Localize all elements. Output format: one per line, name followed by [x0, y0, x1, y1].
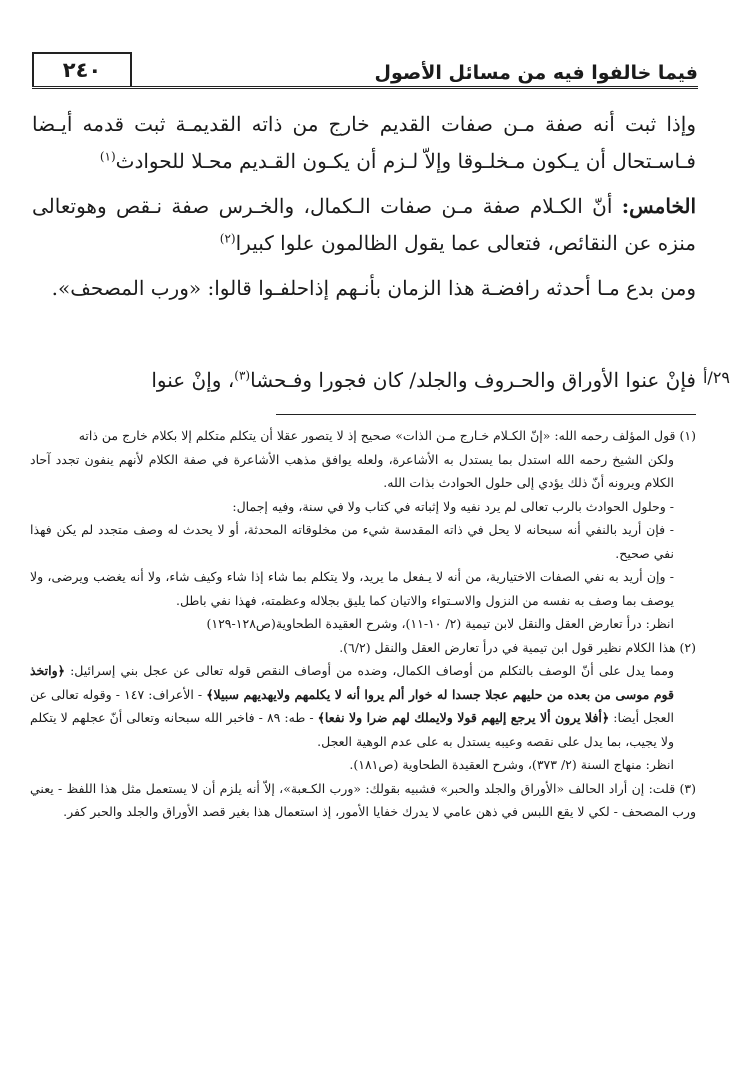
- paragraph-4: فإنْ عنوا الأوراق والحـروف والجلد/ كان فجورا وفـحشا$^{(٣)}$، وإنْ عنوا: [151, 368, 696, 392]
- paragraph-3: ومن بدع مـا أحدثه رافضـة هذا الزمان بأنـهم إذاحلفـوا قالوا: «ورب المصحف».: [51, 276, 696, 300]
- footnote-1-source: انظر: درأ تعارض العقل والنقل لابن تيمية (٢/ ١٠-١١)، وشرح العقيدة الطحاوية(ص١٢٨-١٢٩): [206, 616, 674, 631]
- quran-quote: ﴿واتخذ قوم موسى من بعده من حليهم عجلا جسدا له خوار ألم يروا أنه لا يكلمهم ولايهديهم سبيلا﴾: [30, 663, 674, 702]
- header-divider: [32, 86, 698, 89]
- footnote-1-text: - فإن أريد بالنفي أنه سبحانه لا يحل في ذاته المقدسة شيء من مخلوقاته المحدثة، أو لا يحدث له وصف متجدد لم يكن فهذا نفي صحيح.: [30, 522, 674, 561]
- main-text: [32, 106, 696, 307]
- footnote-divider: [276, 414, 696, 415]
- paragraph-2: الخامس: أنّ الكـلام صفة مـن صفات الـكمال، والخـرس صفة نـقص وهوتعالى منزه عن النقائص، فتعالى عما يقول الظالمون علوا كبيرا$^{(٢)}$: [32, 194, 696, 255]
- footnote-ref-3: (٣): [234, 368, 251, 383]
- footnote-2-text: ومما يدل على أنّ الوصف بالتكلم من أوصاف الكمال، وضده من أوصاف النقص قوله تعالى عن عجل بني إسرائيل: ﴿واتخذ قوم موسى من بعده من حليهم عجلا جسدا له خوار ألم يروا أنه لا يكلمهم ولايهديهم سبيلا﴾ - الأعراف: ١٤٧ - وقوله تعالى عن العجل أيضا: ﴿أفلا يرون ألا يرجع إليهم قولا ولايملك لهم ضرا ولا نفعا﴾ - طه: ٨٩ - فاخبر الله سبحانه وتعالى أنّ عجلهم لا يتكلم ولا يجيب، بما يدل على نقصه وعيبه يستدل به على عدم الوهية العجل.: [30, 663, 674, 749]
- paragraph-1: وإذا ثبت أنه صفة مـن صفات القديم خارج من ذاته القديمـة ثبت قدمه أيـضا فـاسـتحال أن يـكون مـخلـوقا وإلاّ لـزم أن يكـون القـديم محـلا للحوادث$^{(١)}$: [32, 112, 696, 173]
- footnote-1-text: ولكن الشيخ رحمه الله استدل بما يستدل به الأشاعرة، ولعله يوافق مذهب الأشاعرة في صفة الكلام لأنهم ينفون تجدد آحاد الكلام ويرونه أنّ ذلك يؤدي إلى حلول الحوادث بذات الله.: [30, 451, 674, 490]
- footnote-1-text: - وإن أريد به نفي الصفات الاختيارية، من أنه لا يـفعل ما يريد، ولا يتكلم بما شاء إذا شاء وكيف شاء، ولا أنه يغضب ويرضى، ولا يوصف بما وصف به نفسه من النزول والاسـتواء والاتيان كما يليق بجلاله وعظمته، فهذا نفي باطل.: [30, 569, 674, 608]
- footnote-3: (٣) قلت: إن أراد الحالف «الأوراق والجلد والحبر» فشبيه بقولك: «ورب الكـعبة»، إلاّ أنه يلزم أن لا يستعمل مثل هذا اللفظ - يعني ورب المصحف - لكي لا يقع اللبس في ذهن عامي لا يدرك خفايا الأمور، إذ استعمال هذا بغير قصد الأوراق والجلد والحبر كفر.: [30, 780, 696, 819]
- footnotes: [30, 424, 696, 824]
- paragraph-lead: الخامس:: [621, 194, 696, 218]
- running-title: فيما خالفوا فيه من مسائل الأصول: [374, 62, 698, 84]
- footnote-ref-2: (٢): [219, 231, 236, 246]
- manuscript-folio-ref: ٢٩/أ: [702, 368, 730, 387]
- footnote-2: (٢) هذا الكلام نظير قول ابن تيمية في درأ تعارض العقل والنقل (٦/٢).: [339, 639, 696, 655]
- page-number: ٢٤٠: [32, 52, 132, 86]
- footnote-1-text: - وحلول الحوادث بالرب تعالى لم يرد نفيه ولا إثباته في كتاب ولا في سنة، وفيه إجمال:: [232, 498, 674, 514]
- quran-quote: ﴿أفلا يرون ألا يرجع إليهم قولا ولايملك لهم ضرا ولا نفعا﴾: [317, 710, 610, 725]
- footnote-ref-1: (١): [99, 149, 116, 164]
- footnote-2-source: انظر: منهاج السنة (٢/ ٣٧٣)، وشرح العقيدة الطحاوية (ص١٨١).: [349, 757, 674, 772]
- running-header: [32, 52, 698, 92]
- footnote-1: (١) قول المؤلف رحمه الله: «إنّ الكـلام خـارج مـن الذات» صحيح إذ لا يتصور عقلا أن يتكلم متكلم إلا بكلام خارج من ذاته: [78, 428, 696, 443]
